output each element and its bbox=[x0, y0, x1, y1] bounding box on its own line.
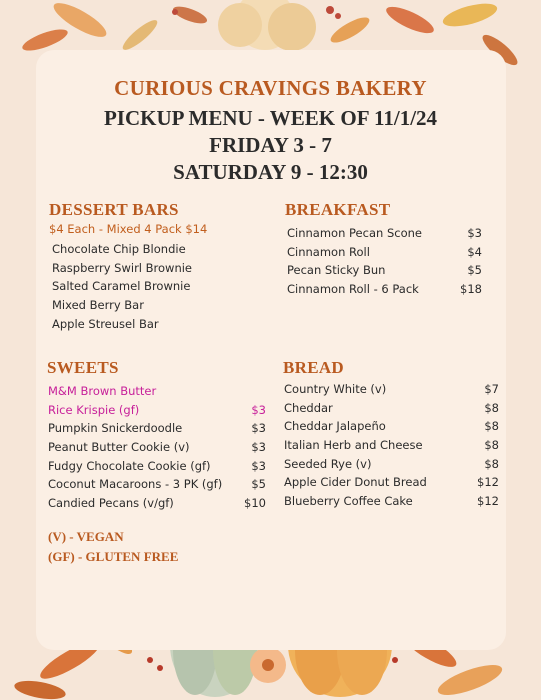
breakfast-item-price: $18 bbox=[460, 282, 482, 296]
breakfast-item-price: $5 bbox=[467, 263, 482, 277]
breakfast-heading: BREAKFAST bbox=[285, 200, 391, 219]
sweets-item-name: Fudgy Chocolate Cookie (gf) bbox=[48, 459, 211, 473]
sweets-item-price: $3 bbox=[251, 421, 266, 435]
bread-item-name: Apple Cider Donut Bread bbox=[284, 475, 427, 489]
saturday-hours: SATURDAY 9 - 12:30 bbox=[173, 160, 368, 184]
bread-item-name: Seeded Rye (v) bbox=[284, 457, 372, 471]
dessert-bar-item: Raspberry Swirl Brownie bbox=[52, 261, 193, 275]
bread-item-price: $8 bbox=[484, 438, 499, 452]
sweets-item-price: $3 bbox=[251, 403, 266, 417]
sweets-item-name: Rice Krispie (gf) bbox=[48, 403, 140, 417]
vegan-legend: (V) - VEGAN bbox=[48, 529, 124, 544]
gluten-free-legend: (GF) - GLUTEN FREE bbox=[48, 549, 179, 564]
bread-item-name: Cheddar Jalapeño bbox=[284, 419, 386, 433]
bread-item-name: Country White (v) bbox=[284, 382, 387, 396]
bread-item-price: $12 bbox=[477, 475, 499, 489]
breakfast-item-name: Cinnamon Roll - 6 Pack bbox=[287, 282, 419, 296]
bread-item-price: $8 bbox=[484, 419, 499, 433]
bread-item-price: $12 bbox=[477, 494, 499, 508]
bakery-name: CURIOUS CRAVINGS BAKERY bbox=[114, 76, 427, 100]
dessert-bar-item: Mixed Berry Bar bbox=[52, 298, 144, 312]
sweets-item-price: $10 bbox=[244, 496, 266, 510]
bread-item-price: $7 bbox=[484, 382, 499, 396]
dessert-bars-pricing: $4 Each - Mixed 4 Pack $14 bbox=[49, 222, 208, 236]
bread-item-name: Blueberry Coffee Cake bbox=[284, 494, 413, 508]
bread-item-price: $8 bbox=[484, 457, 499, 471]
breakfast-item-name: Cinnamon Roll bbox=[287, 245, 370, 259]
breakfast-item-name: Cinnamon Pecan Scone bbox=[287, 226, 422, 240]
dessert-bar-item: Salted Caramel Brownie bbox=[52, 279, 191, 293]
breakfast-item-name: Pecan Sticky Bun bbox=[287, 263, 386, 277]
sweets-item-name: Peanut Butter Cookie (v) bbox=[48, 440, 190, 454]
breakfast-item-price: $3 bbox=[467, 226, 482, 240]
bread-item-price: $8 bbox=[484, 401, 499, 415]
sweets-item-name: Pumpkin Snickerdoodle bbox=[48, 421, 183, 435]
dessert-bar-item: Apple Streusel Bar bbox=[52, 317, 159, 331]
dessert-bar-item: Chocolate Chip Blondie bbox=[52, 242, 186, 256]
breakfast-item-price: $4 bbox=[467, 245, 482, 259]
bread-heading: BREAD bbox=[283, 358, 345, 377]
bread-item-name: Cheddar bbox=[284, 401, 333, 415]
dessert-bars-heading: DESSERT BARS bbox=[49, 200, 179, 219]
sweets-item-price: $5 bbox=[251, 477, 266, 491]
bread-item-name: Italian Herb and Cheese bbox=[284, 438, 423, 452]
sweets-heading: SWEETS bbox=[47, 358, 119, 377]
sweets-item-name: M&M Brown Butter bbox=[48, 384, 157, 398]
friday-hours: FRIDAY 3 - 7 bbox=[209, 133, 332, 157]
sweets-item-price: $3 bbox=[251, 440, 266, 454]
sweets-item-price: $3 bbox=[251, 459, 266, 473]
sweets-item-name: Coconut Macaroons - 3 PK (gf) bbox=[48, 477, 223, 491]
menu-week-heading: PICKUP MENU - WEEK OF 11/1/24 bbox=[103, 106, 438, 130]
sweets-item-name: Candied Pecans (v/gf) bbox=[48, 496, 174, 510]
